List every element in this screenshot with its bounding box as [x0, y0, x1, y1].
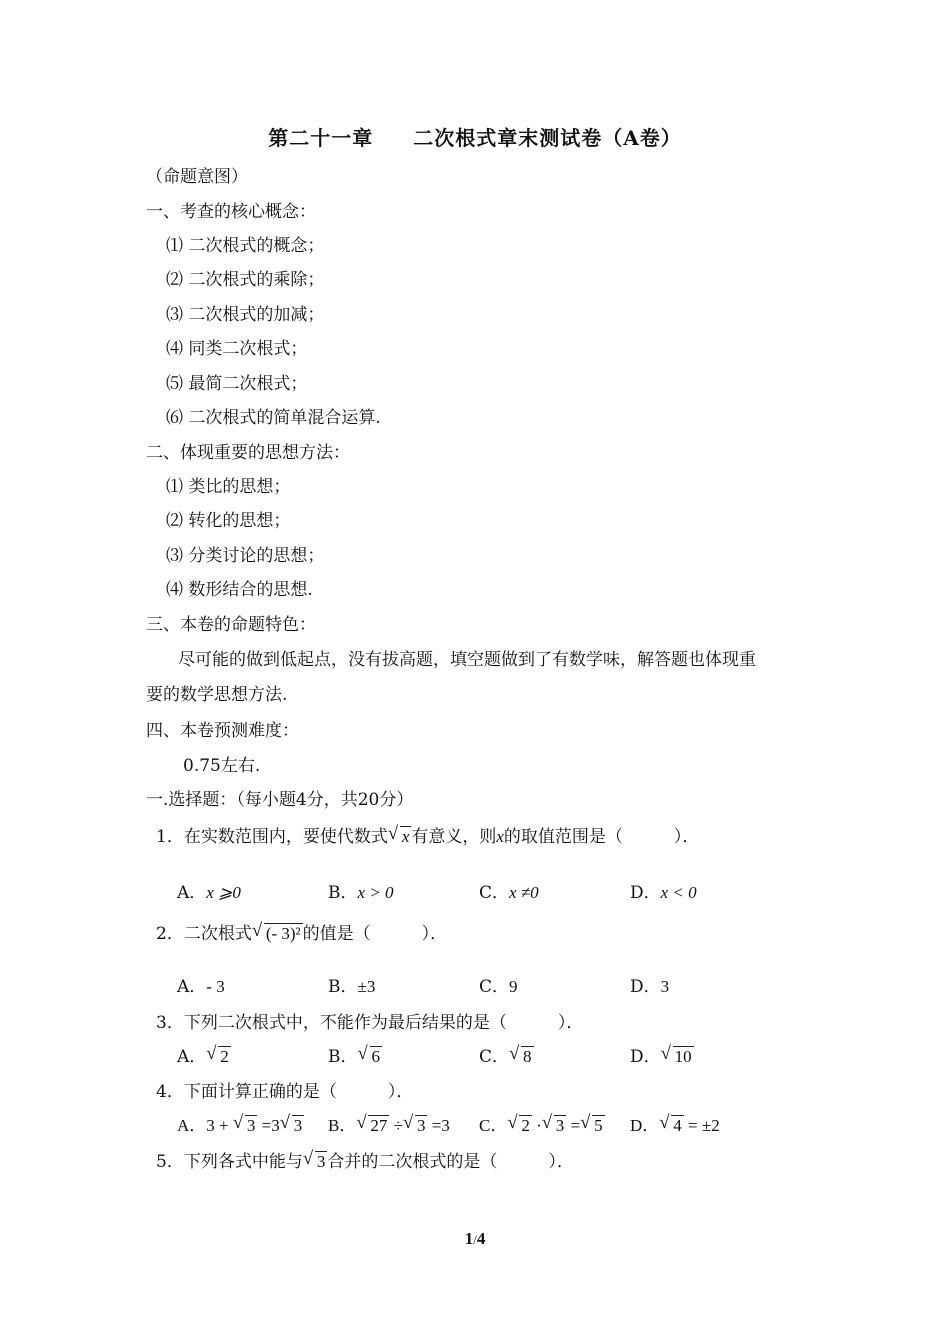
- q2-stem-post: 的值是（ ）．: [302, 924, 448, 944]
- option-radicand: 27: [370, 1116, 388, 1135]
- part1-heading: 一.选择题：（每小题4分，共20分）: [146, 790, 414, 810]
- sec1-item: ⑹ 二次根式的简单混合运算.: [166, 408, 381, 428]
- q2-radicand: (- 3)²: [265, 924, 301, 943]
- sec3-heading: 三、本卷的命题特色：: [146, 615, 316, 635]
- q3-option-d[interactable]: [630, 1042, 694, 1067]
- option-label: D．: [630, 1116, 660, 1135]
- option-label: D．: [630, 1047, 661, 1067]
- option-radicand: 2: [521, 1116, 530, 1135]
- sqrt-symbol: [661, 1115, 684, 1136]
- sqrt-symbol: [405, 1115, 428, 1136]
- sqrt-symbol: [390, 826, 412, 847]
- option-value: x < 0: [660, 883, 697, 902]
- option-radicand: 3: [246, 1116, 256, 1135]
- sqrt-symbol: [305, 1151, 328, 1172]
- page-number: [0, 1229, 950, 1249]
- option-label: A．: [177, 883, 207, 903]
- option-label: B．: [328, 1047, 358, 1067]
- option-value: x > 0: [357, 883, 394, 902]
- option-term: ·: [531, 1116, 542, 1135]
- option-value: 3: [660, 977, 670, 996]
- q2-option-a[interactable]: [177, 972, 225, 997]
- sec1-item: ⑶ 二次根式的加减；: [166, 305, 325, 325]
- question-2: [156, 919, 447, 944]
- page-total: 4: [476, 1229, 486, 1248]
- sec4-heading: 四、本卷预测难度：: [146, 721, 299, 741]
- sec2-item: ⑵ 转化的思想；: [166, 511, 291, 531]
- option-radicand: 6: [371, 1047, 380, 1066]
- sec1-item: ⑴ 二次根式的概念；: [166, 236, 325, 256]
- title-name: 二次根式章末测试卷（A卷）: [413, 126, 682, 150]
- sec3-paragraph: 尽可能的做到低起点，没有拔高题，填空题做到了有数学味，解答题也体现重: [178, 650, 756, 670]
- option-label: B．: [328, 977, 358, 997]
- q2-option-b[interactable]: [328, 972, 375, 997]
- sec1-heading: 一、考查的核心概念：: [146, 202, 316, 222]
- option-value: ±3: [357, 977, 376, 996]
- sqrt-symbol: [235, 1115, 258, 1136]
- sec3-paragraph-cont: 要的数学思想方法.: [146, 685, 288, 705]
- q4-option-c[interactable]: [479, 1111, 605, 1136]
- sec1-item: ⑸ 最简二次根式；: [166, 374, 308, 394]
- option-term: =3: [427, 1116, 450, 1135]
- sec1-item: ⑵ 二次根式的乘除；: [166, 270, 325, 290]
- option-term: = ±2: [683, 1116, 720, 1135]
- option-radicand: 10: [674, 1047, 692, 1066]
- option-label: C．: [479, 977, 510, 997]
- sqrt-symbol: [358, 1115, 389, 1136]
- sec2-heading: 二、体现重要的思想方法：: [146, 443, 350, 463]
- question-5: [156, 1147, 574, 1172]
- option-value: 9: [509, 977, 518, 996]
- page-title: [0, 122, 950, 151]
- sqrt-symbol: [254, 923, 303, 944]
- q5-stem-pre: 5．下列各式中能与: [156, 1152, 303, 1172]
- option-term: ÷: [389, 1116, 403, 1135]
- q2-option-d[interactable]: [630, 972, 669, 997]
- option-label: A．: [177, 1116, 207, 1135]
- page-current: 1: [464, 1229, 474, 1248]
- q3-option-b[interactable]: [328, 1042, 382, 1067]
- page-separator: /: [473, 1232, 477, 1247]
- q3-option-c[interactable]: [479, 1042, 534, 1067]
- sec2-item: ⑶ 分类讨论的思想；: [166, 546, 325, 566]
- sqrt-symbol: [544, 1115, 567, 1136]
- option-label: A．: [177, 977, 207, 997]
- sec1-item: ⑷ 同类二次根式；: [166, 339, 308, 359]
- option-radicand: 3: [555, 1116, 565, 1135]
- sqrt-symbol: [208, 1046, 231, 1067]
- sqrt-symbol: [663, 1046, 694, 1067]
- q2-stem-pre: 2．二次根式: [156, 924, 252, 944]
- q1-option-a[interactable]: [177, 878, 241, 903]
- sec4-value: 0.75左右.: [183, 756, 261, 776]
- q4-option-d[interactable]: [630, 1111, 720, 1136]
- sec2-item: ⑴ 类比的思想；: [166, 477, 291, 497]
- option-label: D．: [630, 883, 661, 903]
- option-value: - 3: [206, 977, 225, 996]
- q5-radicand: 3: [316, 1152, 326, 1171]
- q1-stem-pre: 1．在实数范围内，要使代数式: [156, 827, 388, 847]
- title-chapter: 第二十一章: [268, 126, 374, 150]
- q1-option-b[interactable]: [328, 878, 394, 903]
- option-radicand: 4: [673, 1116, 682, 1135]
- option-label: D．: [630, 977, 661, 997]
- q1-stem-post: 的取值范围是（ ）．: [503, 827, 700, 847]
- question-3: 3．下列二次根式中，不能作为最后结果的是（ ）．: [156, 1013, 584, 1033]
- sqrt-symbol: [360, 1046, 383, 1067]
- q1-variable: x: [496, 827, 504, 846]
- question-1: [156, 822, 699, 847]
- option-label: C．: [479, 883, 510, 903]
- sqrt-symbol: [509, 1115, 532, 1136]
- option-label: A．: [177, 1047, 207, 1067]
- q1-stem-mid: 有意义，则: [411, 827, 497, 847]
- q1-option-c[interactable]: [479, 878, 539, 903]
- question-4: 4．下面计算正确的是（ ）．: [156, 1082, 414, 1102]
- option-label: B．: [328, 1116, 357, 1135]
- q4-option-b[interactable]: [328, 1111, 450, 1136]
- sqrt-symbol: [511, 1046, 534, 1067]
- intent-heading: （命题意图）: [146, 167, 248, 187]
- option-value: x ⩾0: [206, 883, 241, 902]
- q3-option-a[interactable]: [177, 1042, 231, 1067]
- option-label: C．: [479, 1116, 508, 1135]
- option-term: 3 +: [206, 1116, 233, 1135]
- sqrt-symbol: [282, 1115, 305, 1136]
- option-label: C．: [479, 1047, 510, 1067]
- option-radicand: 3: [416, 1116, 426, 1135]
- option-value: x ≠0: [509, 883, 539, 902]
- q2-option-c[interactable]: [479, 972, 518, 997]
- sqrt-symbol: [582, 1115, 605, 1136]
- q5-stem-post: 合并的二次根式的是（ ）．: [327, 1152, 574, 1172]
- q1-radicand: x: [401, 827, 410, 846]
- option-radicand: 8: [523, 1047, 532, 1066]
- option-label: B．: [328, 883, 358, 903]
- option-radicand: 2: [220, 1047, 229, 1066]
- q1-option-d[interactable]: [630, 878, 697, 903]
- option-term: =3: [257, 1116, 280, 1135]
- option-radicand: 5: [594, 1116, 603, 1135]
- option-radicand: 3: [293, 1116, 303, 1135]
- option-term: =: [566, 1116, 581, 1135]
- sec2-item: ⑷ 数形结合的思想.: [166, 580, 313, 600]
- q4-option-a[interactable]: [177, 1111, 304, 1136]
